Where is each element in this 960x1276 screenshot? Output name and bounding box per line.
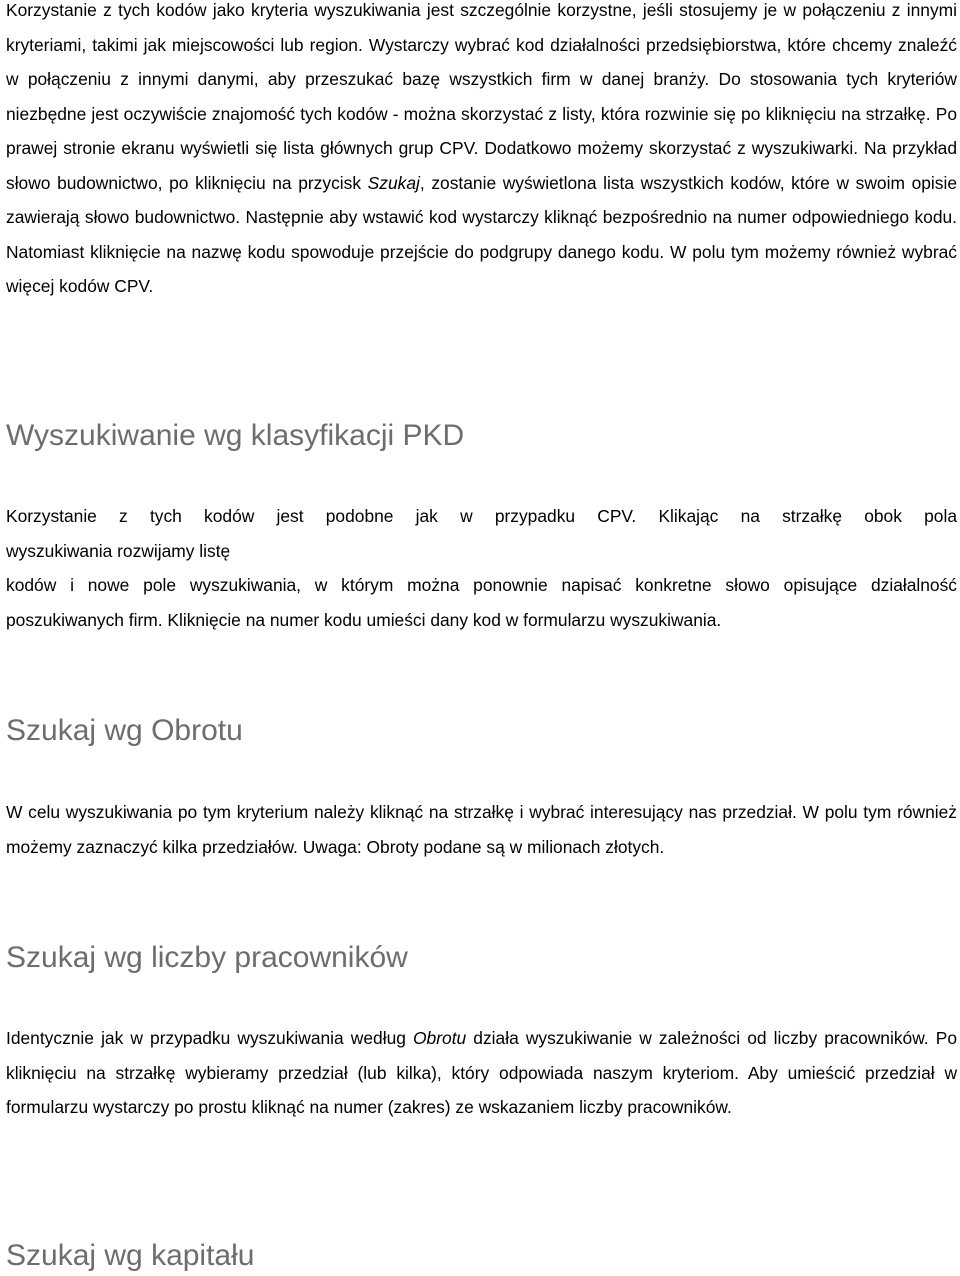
pkd-paragraph (6, 499, 957, 637)
pracownicy-text-2: działa wyszukiwanie w zależności od liczby pracowników. Po kliknięciu na strzałkę wybieramy przedział (lub kilka), który odpowiada naszym kryteriom. Aby umieścić przedział w formularzu wystarczy po prostu kliknąć na numer (zakres) ze wskazaniem liczby pracowników. (6, 1028, 958, 1117)
pracownicy-paragraph (6, 1021, 957, 1125)
heading-pracownicy: Szukaj wg liczby pracowników (6, 941, 408, 974)
obrot-paragraph: W celu wyszukiwania po tym kryterium należy kliknąć na strzałkę i wybrać interesujący nas przedział. W polu tym również możemy zaznaczyć kilka przedziałów. Uwaga: Obroty podane są w milionach złotych. (6, 802, 957, 857)
heading-kapital: Szukaj wg kapitału (6, 1239, 255, 1272)
pkd-line-2: wyszukiwania rozwijamy listę (6, 540, 231, 561)
heading-pkd: Wyszukiwanie wg klasyfikacji PKD (6, 419, 465, 452)
intro-text-szukaj: Szukaj (367, 172, 420, 193)
intro-paragraph (6, 0, 957, 304)
heading-obrot: Szukaj wg Obrotu (6, 714, 243, 747)
pkd-line-1: Korzystanie z tych kodów jest podobne jak w przypadku CPV. Klikając na strzałkę obok pola (6, 506, 957, 526)
intro-text-1: Korzystanie z tych kodów jako kryteria wyszukiwania jest szczególnie korzystne, jeśli stosujemy je w połączeniu z innymi kryteriami, takimi jak miejscowości lub region. Wystarczy wybrać kod działalności przedsiębiorstwa, które chcemy znaleźć w połączeniu z innymi danymi, aby przeszukać bazę wszystkich firm w danej branży. Do stosowania tych kryteriów niezbędne jest oczywiście znajomość tych kodów - można skorzystać z listy, która rozwinie się po kliknięciu na strzałkę. Po prawej stronie ekranu wyświetli się lista głównych grup CPV. Dodatkowo możemy skorzystać z wyszukiwarki. Na przykład słowo budownictwo, po kliknięciu na przycisk (6, 0, 957, 193)
pracownicy-text-1: Identycznie jak w przypadku wyszukiwania według (6, 1028, 414, 1048)
pracownicy-text-obrotu: Obrotu (413, 1028, 467, 1048)
pkd-text-rest: kodów i nowe pole wyszukiwania, w którym można ponownie napisać konkretne słowo opisujące działalność poszukiwanych firm. Kliknięcie na numer kodu umieści dany kod w formularzu wyszukiwania. (6, 575, 957, 630)
intro-text-2: , zostanie wyświetlona lista wszystkich kodów, które w swoim opisie zawierają słowo budownictwo. Następnie aby wstawić kod wystarczy kliknąć bezpośrednio na numer odpowiedniego kodu. Natomiast kliknięcie na nazwę kodu spowoduje przejście do podgrupy danego kodu. W polu tym możemy również wybrać więcej kodów CPV. (6, 172, 958, 296)
